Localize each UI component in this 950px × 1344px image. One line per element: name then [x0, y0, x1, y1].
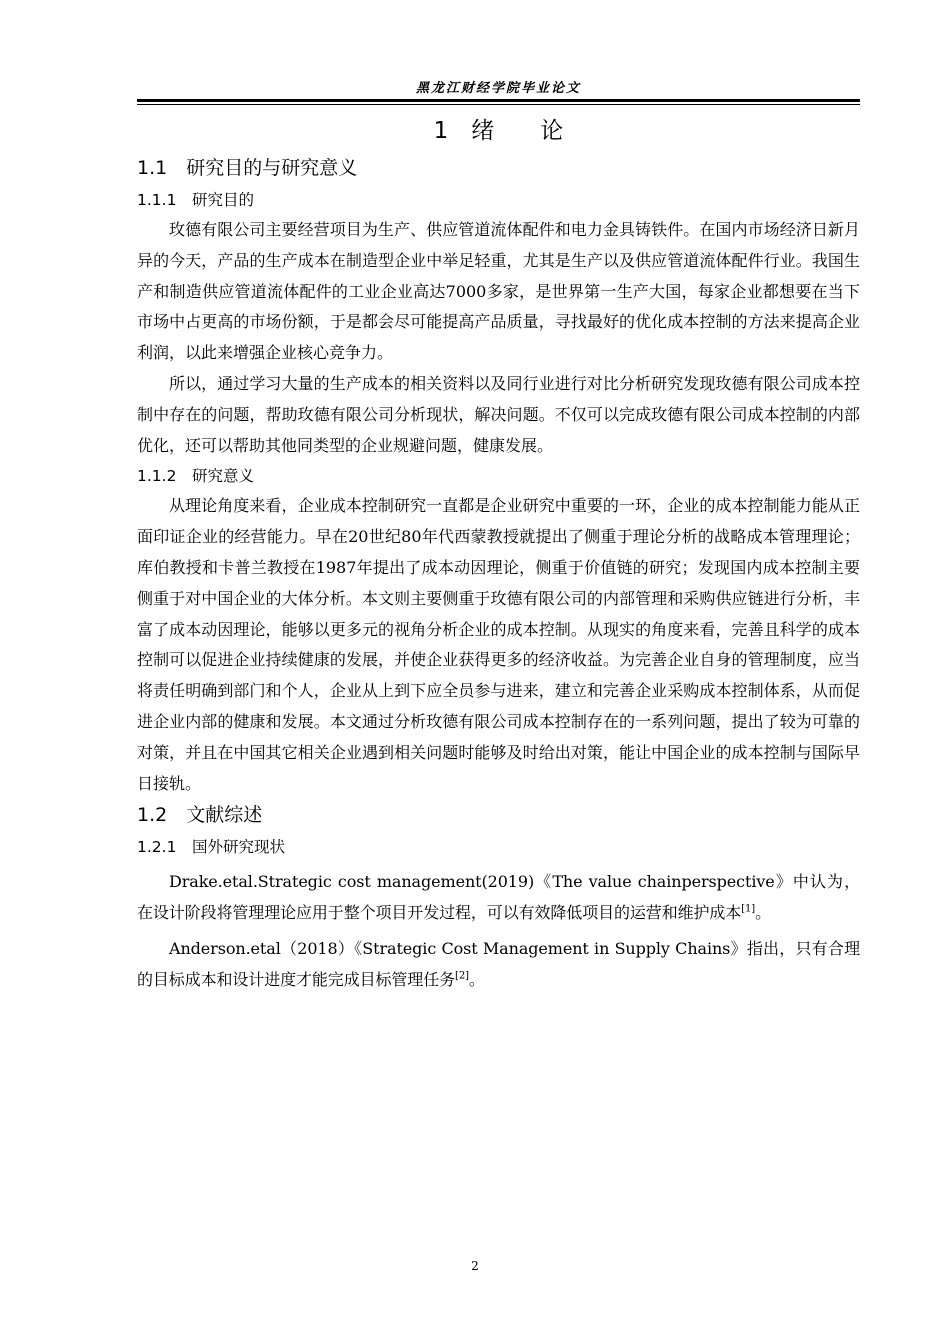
running-header: 黑龙江财经学院毕业论文 [415, 81, 581, 96]
chapter-title: 1 绪 论 [433, 118, 564, 144]
reference-tail: 。 [468, 969, 485, 989]
reference-text: Anderson.etal（2018）《Strategic Cost Management in Supply Chains》指出，只有合理的目标成本和设计进度才能完成目标管理任务 [137, 938, 860, 989]
subsection-heading-1-1-2: 1.1.2 研究意义 [137, 467, 254, 486]
section-heading-1-1: 1.1 研究目的与研究意义 [137, 157, 358, 179]
page-number: 2 [471, 1259, 479, 1273]
header-rule-thin [137, 104, 860, 105]
reference-tail: 。 [755, 903, 771, 923]
reference-paragraph [137, 934, 860, 996]
header-rule-thick [137, 99, 860, 102]
citation-marker: [1] [741, 903, 756, 915]
paragraph: 玫德有限公司主要经营项目为生产、供应管道流体配件和电力金具铸铁件。在国内市场经济日新月异的今天，产品的生产成本在制造型企业中举足轻重，尤其是生产以及供应管道流体配件行业。我国生产和制造供应管道流体配件的工业企业高达7000多家，是世界第一生产大国，每家企业都想要在当下市场中占更高的市场份额，于是都会尽可能提高产品质量，寻找最好的优化成本控制的方法来提高企业利润，以此来增强企业核心竞争力。 [137, 220, 860, 363]
paragraph: 所以，通过学习大量的生产成本的相关资料以及同行业进行对比分析研究发现玫德有限公司成本控制中存在的问题，帮助玫德有限公司分析现状，解决问题。不仅可以完成玫德有限公司成本控制的内部优化，还可以帮助其他同类型的企业规避问题，健康发展。 [137, 373, 860, 455]
section-heading-1-2: 1.2 文献综述 [137, 804, 263, 827]
subsection-heading-1-1-1: 1.1.1 研究目的 [137, 191, 254, 209]
paragraph: 从理论角度来看，企业成本控制研究一直都是企业研究中重要的一环，企业的成本控制能力能从正面印证企业的经营能力。早在20世纪80年代西蒙教授就提出了侧重于理论分析的战略成本管理理论；库伯教授和卡普兰教授在1987年提出了成本动因理论，侧重于价值链的研究；发现国内成本控制主要侧重于对中国企业的大体分析。本文则主要侧重于玫德有限公司的内部管理和采购供应链进行分析，丰富了成本动因理论，能够以更多元的视角分析企业的成本控制。从现实的角度来看，完善且科学的成本控制可以促进企业持续健康的发展，并使企业获得更多的经济收益。为完善企业自身的管理制度，应当将责任明确到部门和个人，企业从上到下应全员参与进来，建立和完善企业采购成本控制体系，从而促进企业内部的健康和发展。本文通过分析玫德有限公司成本控制存在的一系列问题，提出了较为可靠的对策，并且在中国其它相关企业遇到相关问题时能够及时给出对策，能让中国企业的成本控制与国际早日接轨。 [137, 496, 860, 793]
reference-text: Drake.etal.Strategic cost management(2019)《The value chainperspective》中认为，在设计阶段将管理理论应用于整个项目开发过程，可以有效降低项目的运营和维护成本 [137, 872, 860, 923]
citation-marker: [2] [455, 970, 469, 982]
reference-paragraph [137, 867, 860, 929]
subsection-heading-1-2-1: 1.2.1 国外研究现状 [137, 838, 285, 857]
page-body [137, 110, 860, 996]
